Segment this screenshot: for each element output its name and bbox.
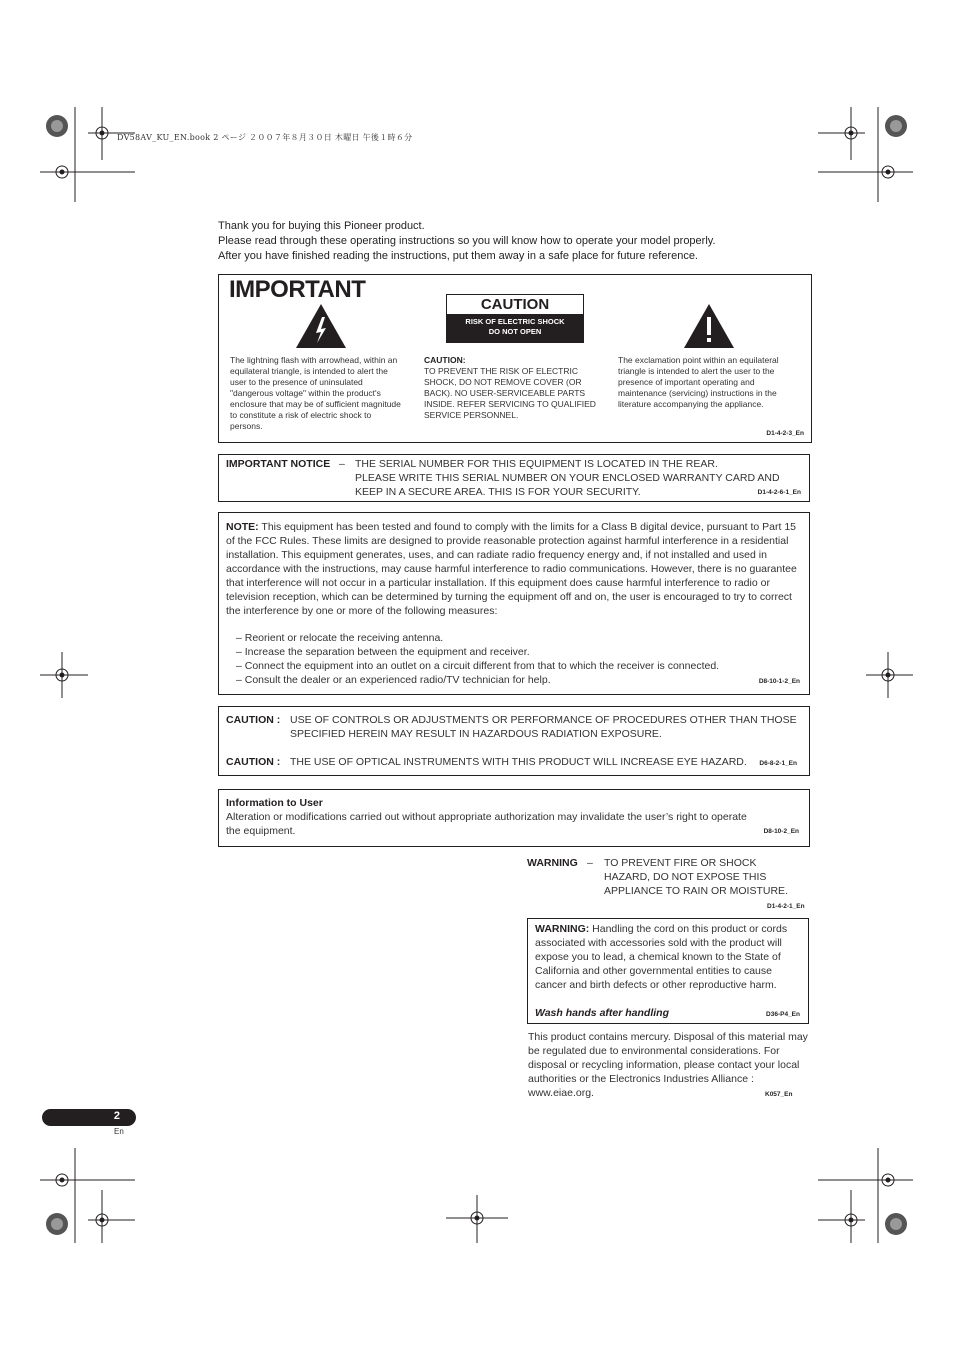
- caution-label-title: CAUTION: [480, 296, 550, 313]
- fcc-measures-list: [236, 631, 719, 687]
- caution-label: [446, 294, 584, 343]
- fcc-note-text: This equipment has been tested and found to comply with the limits for a Class B digital device, pursuant to Part 15 of the FCC Rules. These limits are designed to provide reasonable protection against harmful interference in a residential installation. This equipment generates, uses, and can radiate radio frequency energy and, if not installed and used in accordance with the instructions, may cause harmful interference to radio communications. However, there is no guarantee that interference will not occur in a particular installation. If this equipment does cause harmful interference to radio or television reception, which can be determined by turning the equipment off and on, the user is encouraged to try to correct the interference by one or more of the following measures:: [226, 521, 797, 617]
- caution-heading: CAUTION:: [424, 355, 466, 365]
- warning-cord-code: D36-P4_En: [766, 1011, 800, 1018]
- info-to-user-text: [226, 810, 747, 838]
- laser-caution-code: D6-8-2-1_En: [759, 760, 797, 767]
- warning-fire-line-3: APPLIANCE TO RAIN OR MOISTURE.: [604, 885, 788, 897]
- page-lang: En: [114, 1127, 124, 1136]
- laser-caution-text-1a: USE OF CONTROLS OR ADJUSTMENTS OR PERFORMANCE OF PROCEDURES OTHER THAN THOSE: [290, 714, 797, 726]
- laser-caution-label-1: CAUTION :: [226, 714, 281, 726]
- page-number: 2: [113, 1110, 120, 1122]
- list-item: – Reorient or relocate the receiving antenna.: [236, 632, 444, 644]
- important-code: D1-4-2-3_En: [766, 430, 804, 437]
- info-to-user-title: Information to User: [226, 797, 323, 809]
- lightning-description: The lightning flash with arrowhead, within an equilateral triangle, is intended to alert the user to the presence of uninsulated "dangerous voltage" within the product's enclosure that may be of sufficient magnitude to constitute a risk of electric shock to persons.: [230, 355, 401, 431]
- important-notice-line-1: THE SERIAL NUMBER FOR THIS EQUIPMENT IS LOCATED IN THE REAR.: [355, 458, 718, 470]
- exclamation-description: The exclamation point within an equilateral triangle is intended to alert the user to the presence of important operating and maintenance (servicing) instructions in the literature accompanying the appliance.: [618, 355, 779, 409]
- laser-caution-label-2: CAUTION :: [226, 756, 281, 768]
- intro-text: [218, 219, 716, 264]
- warning-fire-label: WARNING: [527, 857, 578, 869]
- print-header-line: DV58AV_KU_EN.book 2 ページ ２００７年８月３０日 木曜日 午後１時６分: [117, 133, 413, 142]
- page-number-tab: [42, 1109, 136, 1126]
- lightning-warning-icon: [295, 303, 347, 349]
- laser-caution-text-2: THE USE OF OPTICAL INSTRUMENTS WITH THIS PRODUCT WILL INCREASE EYE HAZARD.: [290, 756, 747, 768]
- fcc-note-code: D8-10-1-2_En: [758, 678, 800, 685]
- important-notice-dash: –: [339, 458, 345, 470]
- warning-cord-text: Handling the cord on this product or cords associated with accessories sold with the product will expose you to lead, a chemical known to the State of California and other governmental entities to cause cancer and birth defects or other reproductive harm.: [535, 923, 788, 991]
- mercury-code: K057_En: [765, 1091, 793, 1098]
- list-item: – Increase the separation between the equipment and receiver.: [236, 646, 530, 658]
- important-box: [218, 274, 812, 443]
- laser-caution-text-1b: SPECIFIED HEREIN MAY RESULT IN HAZARDOUS RADIATION EXPOSURE.: [290, 728, 662, 740]
- info-to-user-box: [218, 789, 810, 847]
- exclamation-warning-icon: [683, 303, 735, 349]
- warning-cord-box: [527, 918, 809, 1024]
- info-to-user-line-1: Alteration or modifications carried out without appropriate authorization may invalidate the user’s right to operate: [226, 811, 747, 823]
- laser-caution-box: [218, 706, 810, 776]
- warning-fire-dash: –: [587, 857, 593, 869]
- list-item: – Consult the dealer or an experienced radio/TV technician for help.: [236, 674, 551, 686]
- intro-line-1: Thank you for buying this Pioneer product.: [218, 220, 425, 232]
- fcc-note-paragraph: [226, 520, 802, 618]
- caution-text: TO PREVENT THE RISK OF ELECTRIC SHOCK, DO NOT REMOVE COVER (OR BACK). NO USER-SERVICEABLE PARTS INSIDE. REFER SERVICING TO QUALIFIED SERVICE PERSONNEL.: [424, 366, 596, 420]
- caution-label-sub1: RISK OF ELECTRIC SHOCK: [465, 317, 565, 326]
- info-to-user-code: D8-10-2_En: [763, 828, 799, 835]
- intro-line-3: After you have finished reading the instructions, put them away in a safe place for future reference.: [218, 250, 698, 262]
- warning-fire-line-2: HAZARD, DO NOT EXPOSE THIS: [604, 871, 767, 883]
- important-notice-line-3: KEEP IN A SECURE AREA. THIS IS FOR YOUR SECURITY.: [355, 486, 641, 498]
- warning-fire-code: D1-4-2-1_En: [767, 903, 805, 910]
- warning-cord-italic: Wash hands after handling: [535, 1007, 669, 1019]
- laser-caution-text-1: [290, 713, 797, 741]
- warning-fire-text: [604, 856, 788, 898]
- info-to-user-line-2: the equipment.: [226, 825, 296, 837]
- important-notice-label: IMPORTANT NOTICE: [226, 458, 331, 470]
- important-title: IMPORTANT: [229, 276, 366, 303]
- important-notice-text: [355, 457, 780, 499]
- list-item: – Connect the equipment into an outlet on a circuit different from that to which the receiver is connected.: [236, 660, 720, 672]
- intro-line-2: Please read through these operating instructions so you will know how to operate your model properly.: [218, 235, 716, 247]
- important-notice-code: D1-4-2-6-1_En: [757, 489, 801, 496]
- warning-cord-label: WARNING:: [535, 923, 590, 935]
- caution-description: [424, 355, 606, 421]
- fcc-note-box: [218, 512, 810, 695]
- important-notice-box: [218, 454, 810, 502]
- important-notice-line-2: PLEASE WRITE THIS SERIAL NUMBER ON YOUR ENCLOSED WARRANTY CARD AND: [355, 472, 780, 484]
- fcc-note-label: NOTE:: [226, 521, 259, 533]
- caution-label-sub2: DO NOT OPEN: [488, 327, 542, 336]
- warning-cord-paragraph: [535, 922, 805, 992]
- warning-fire-line-1: TO PREVENT FIRE OR SHOCK: [604, 857, 757, 869]
- mercury-text: This product contains mercury. Disposal of this material may be regulated due to environmental considerations. For disposal or recycling information, please contact your local authorities or the Electronics Industries Alliance : www.eiae.org.: [528, 1031, 808, 1099]
